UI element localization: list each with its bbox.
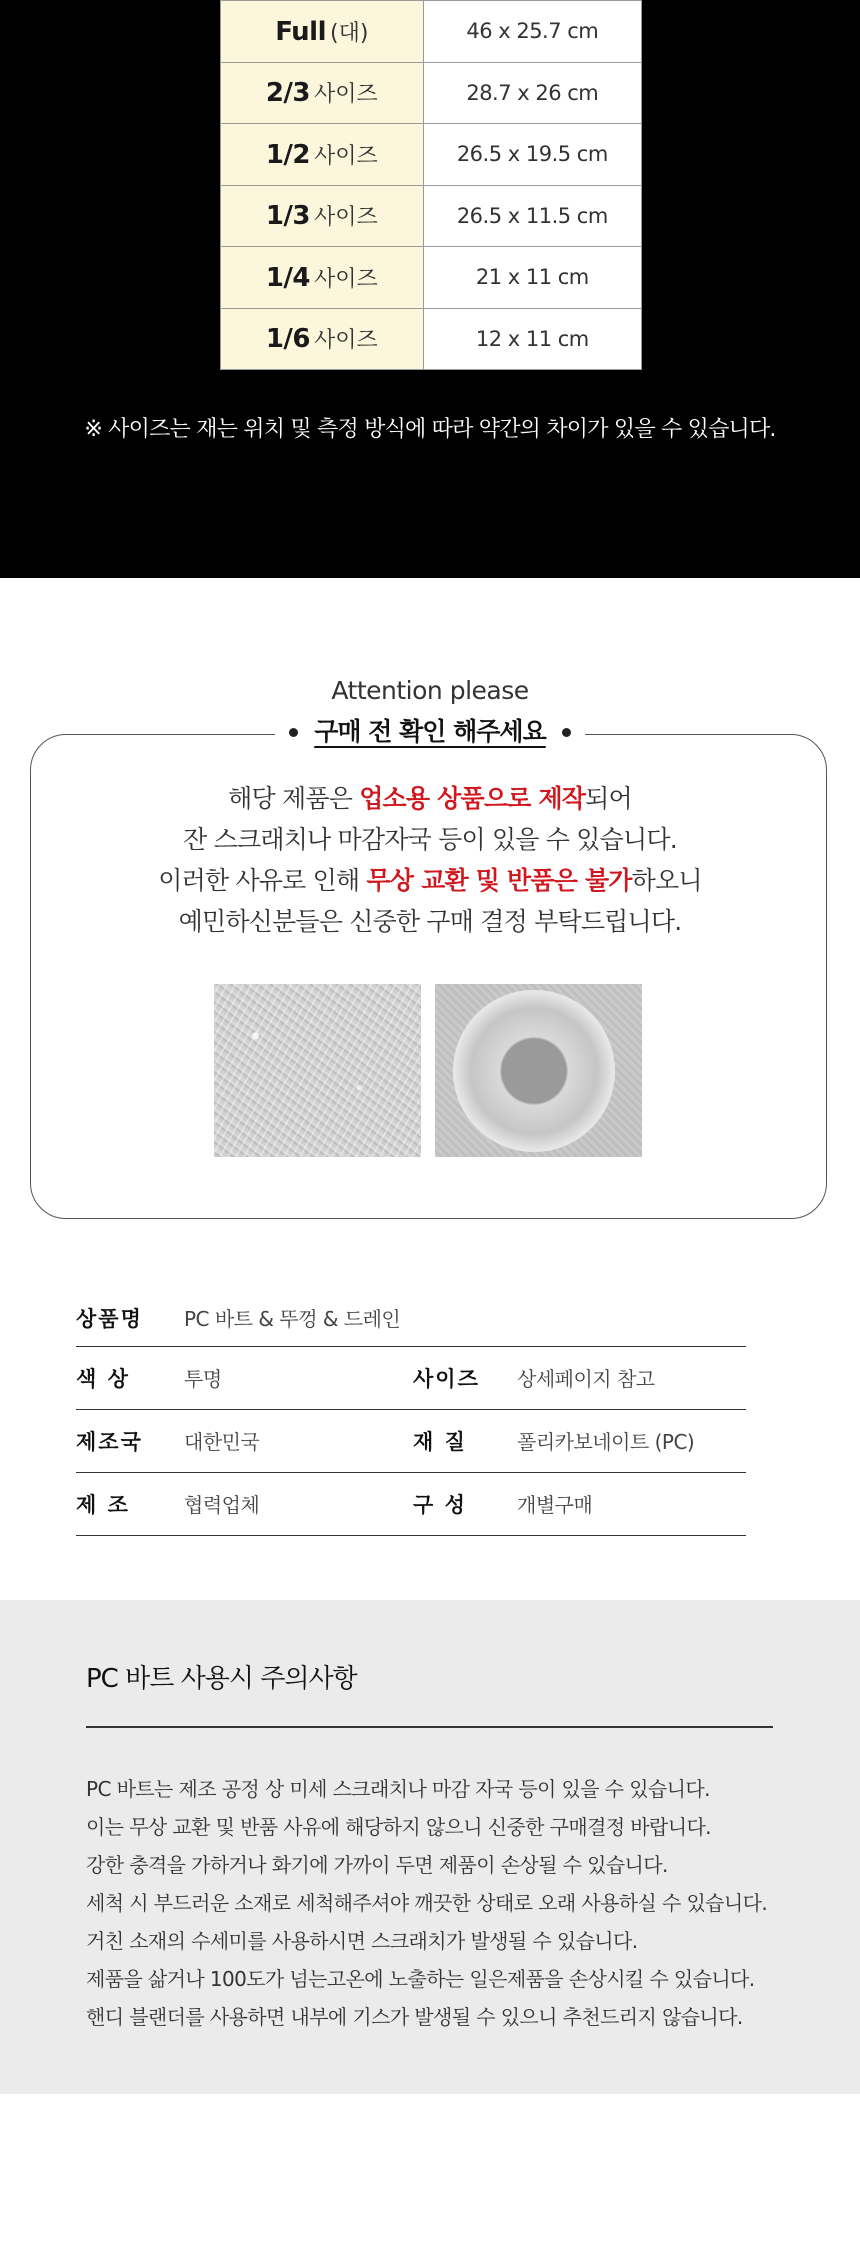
spec-key: 제 조: [76, 1492, 130, 1517]
size-number: 1/3: [265, 201, 311, 232]
size-number: Full: [275, 16, 326, 47]
spec-section: [0, 1248, 860, 1600]
spec-key: 상품명: [76, 1306, 143, 1331]
spec-value: 투명: [184, 1367, 222, 1391]
size-name: [221, 1, 424, 63]
attention-highlight: 업소용 상품으로 제작: [359, 784, 586, 813]
spec-row: [76, 1472, 746, 1535]
attention-text: 해당 제품은: [228, 784, 360, 813]
caution-item: 핸디 블랜더를 사용하면 내부에 기스가 발생될 수 있으니 추천드리지 않습니다.: [86, 2005, 743, 2029]
caution-item: 거친 소재의 수세미를 사용하시면 스크래치가 발생될 수 있습니다.: [86, 1929, 638, 1953]
spec-value: 협력업체: [184, 1493, 260, 1517]
attention-title-text: 구매 전 확인 해주세요: [314, 717, 546, 746]
spec-value: PC 바트 & 뚜껑 & 드레인: [184, 1307, 401, 1332]
attention-body: [0, 778, 860, 942]
spec-key: 재 질: [413, 1429, 467, 1454]
spec-row: [76, 1346, 746, 1409]
caution-list: [86, 1770, 767, 2036]
attention-section: [0, 578, 860, 1248]
spec-key: 제조국: [76, 1429, 143, 1454]
spec-key: 구 성: [413, 1492, 467, 1517]
spec-value: 개별구매: [517, 1493, 593, 1517]
attention-line: 잔 스크래치나 마감자국 등이 있을 수 있습니다.: [183, 825, 677, 854]
scratch-texture-photo: [214, 984, 421, 1157]
size-word: 사이즈: [314, 328, 378, 354]
caution-title: PC 바트 사용시 주의사항: [86, 1664, 357, 1694]
attention-title: [275, 712, 584, 748]
spec-value: 대한민국: [184, 1430, 260, 1454]
bullet-dot-icon: [289, 728, 298, 737]
attention-text: 되어: [585, 784, 632, 813]
size-row: [221, 247, 642, 309]
attention-line: [0, 860, 860, 901]
attention-text: 이러한 사유로 인해: [158, 866, 367, 895]
size-dimension: 46 x 25.7 cm: [423, 1, 641, 63]
size-number: 2/3: [265, 78, 311, 109]
size-row: [221, 185, 642, 247]
caution-item: PC 바트는 제조 공정 상 미세 스크래치나 마감 자국 등이 있을 수 있습니다.: [86, 1777, 710, 1801]
attention-line: [0, 778, 860, 819]
spec-value: 폴리카보네이트 (PC): [517, 1430, 695, 1454]
spec-row: [76, 1290, 746, 1346]
size-dimension: 12 x 11 cm: [423, 308, 641, 370]
caution-item: 세척 시 부드러운 소재로 세척해주셔야 깨끗한 상태로 오래 사용하실 수 있습니다.: [86, 1891, 768, 1915]
size-note: ※ 사이즈는 재는 위치 및 측정 방식에 따라 약간의 차이가 있을 수 있습니다.: [84, 417, 776, 442]
size-dimension: 26.5 x 19.5 cm: [423, 124, 641, 186]
size-row: [221, 308, 642, 370]
size-name: [221, 124, 424, 186]
size-word: 사이즈: [314, 82, 378, 108]
caution-item: 이는 무상 교환 및 반품 사유에 해당하지 않으니 신중한 구매결정 바랍니다.: [86, 1815, 711, 1839]
size-name: [221, 247, 424, 309]
size-dimension: 26.5 x 11.5 cm: [423, 185, 641, 247]
spec-table: [76, 1290, 746, 1536]
size-row: [221, 62, 642, 124]
footer-space: [0, 2094, 860, 2246]
size-word: 사이즈: [314, 266, 378, 292]
caution-divider: [86, 1726, 773, 1728]
bullet-dot-icon: [562, 728, 571, 737]
spec-key: 사이즈: [413, 1366, 480, 1391]
caution-item: 강한 충격을 가하거나 화기에 가까이 두면 제품이 손상될 수 있습니다.: [86, 1853, 668, 1877]
attention-text: 하오니: [631, 866, 702, 895]
size-table: [220, 0, 642, 370]
size-name: [221, 62, 424, 124]
size-section: [0, 0, 860, 578]
size-name: [221, 308, 424, 370]
size-number: 1/6: [265, 324, 311, 355]
size-word: 사이즈: [314, 205, 378, 231]
caution-item: 제품을 삶거나 100도가 넘는고온에 노출하는 일은제품을 손상시킬 수 있습니다.: [86, 1967, 755, 1991]
size-word: 사이즈: [314, 143, 378, 169]
size-number: 1/2: [265, 139, 311, 170]
size-dimension: 28.7 x 26 cm: [423, 62, 641, 124]
size-dimension: 21 x 11 cm: [423, 247, 641, 309]
mold-mark-disc: [453, 990, 615, 1152]
mold-mark-photo: [435, 984, 642, 1157]
spec-key: 색 상: [76, 1366, 130, 1391]
spec-value: 상세페이지 참고: [517, 1367, 655, 1391]
size-name: [221, 185, 424, 247]
attention-highlight: 무상 교환 및 반품은 불가: [366, 866, 632, 895]
attention-english-heading: Attention please: [331, 676, 529, 705]
size-word: (대): [330, 20, 369, 46]
attention-line: 예민하신분들은 신중한 구매 결정 부탁드립니다.: [178, 907, 682, 936]
size-number: 1/4: [265, 262, 311, 293]
size-row: [221, 1, 642, 63]
caution-section: [0, 1600, 860, 2094]
spec-row: [76, 1409, 746, 1472]
size-row: [221, 124, 642, 186]
attention-title-wrap: [0, 712, 860, 748]
